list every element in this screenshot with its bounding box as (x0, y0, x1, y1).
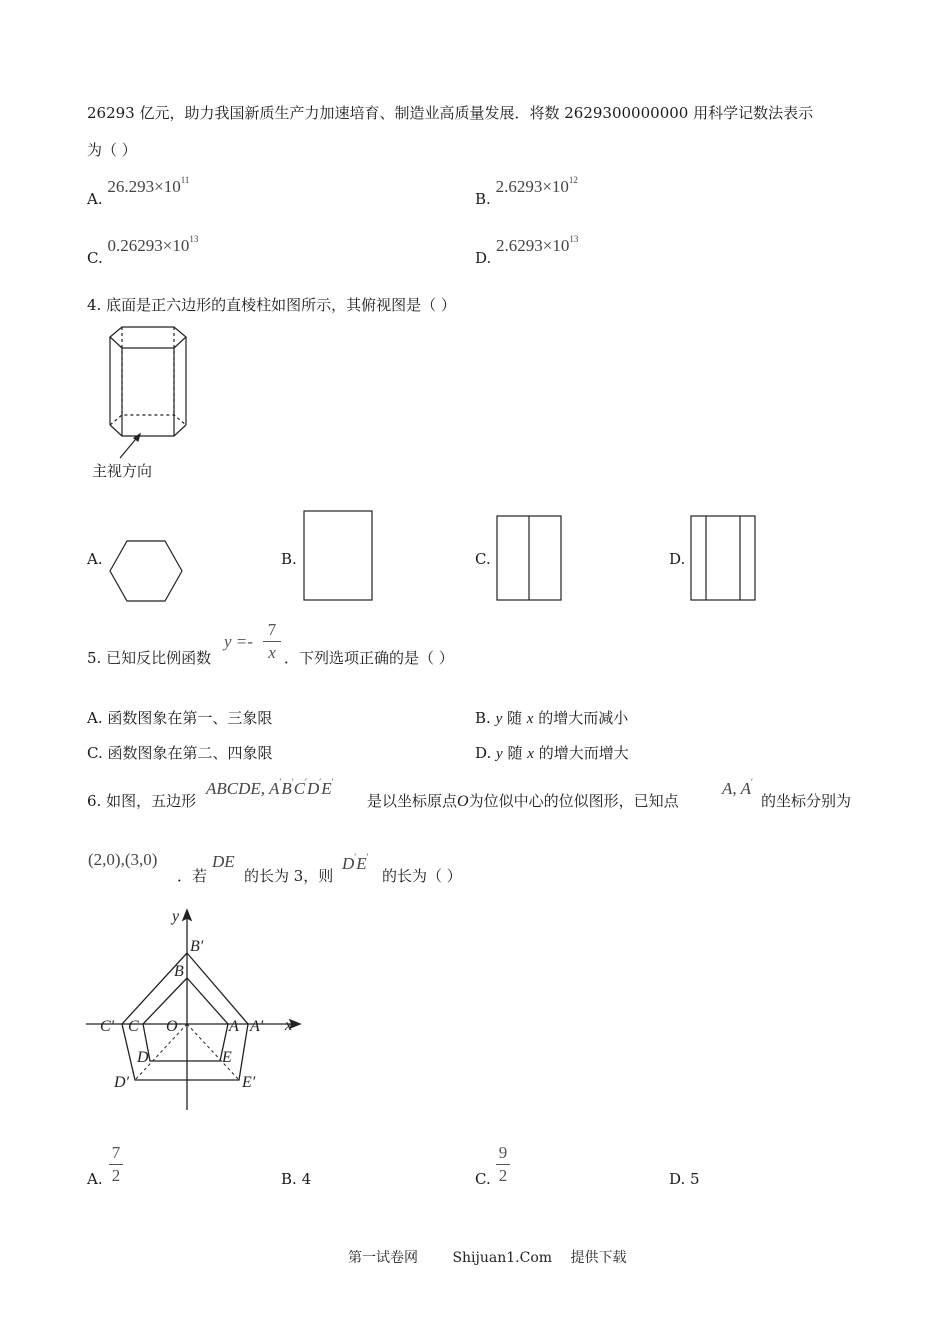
q6-stem-e: ．若 (177, 867, 208, 885)
rectangle-one-line-shape (496, 515, 566, 605)
y-axis-label: y (172, 908, 180, 925)
q3-option-c[interactable] (87, 234, 199, 267)
q5-option-b[interactable]: B. y 随 x 的增大而减小 (475, 709, 629, 727)
option-label: B. (281, 550, 297, 568)
option-label: C. (87, 249, 103, 267)
q4-option-a[interactable] (87, 540, 207, 605)
q6-segment-dpep: D′E′ (342, 852, 369, 873)
point-a-label: A (229, 1018, 239, 1035)
q6-stem-d: 的坐标分别为 (761, 792, 852, 810)
option-label: D. (669, 550, 686, 568)
q4-stem: 4. 底面是正六边形的直棱柱如图所示，其俯视图是（ ） (87, 296, 456, 314)
point-d-label: D (137, 1049, 149, 1066)
q5-function-fraction: 7 x (263, 620, 281, 663)
option-label: C. (475, 1170, 491, 1188)
option-value: $2.6293\times 10^{12}$ (495, 175, 578, 196)
option-label: D. (475, 249, 492, 267)
view-direction-caption: 主视方向 (92, 462, 153, 480)
option-fraction: 7 2 (109, 1143, 123, 1186)
q6-segment-de: DE (212, 852, 235, 871)
option-label: A. (87, 1170, 103, 1188)
q6-option-a[interactable] (87, 1140, 147, 1195)
x-axis-label: x (285, 1017, 293, 1034)
q3-option-b[interactable] (475, 175, 578, 208)
q5-stem: 5. 已知反比例函数 (87, 649, 212, 667)
q6-points-a: A, A′ (722, 777, 753, 798)
option-label: A. (87, 190, 103, 208)
footer-site-name: 第一试卷网 (348, 1250, 418, 1266)
point-b-label: B (174, 963, 184, 980)
option-fraction: 9 2 (496, 1143, 510, 1186)
q3-line2: 为（ ） (87, 141, 137, 159)
option-value: $0.26293\times 10^{13}$ (107, 234, 199, 255)
rectangle-shape (303, 510, 375, 605)
q5-stem-suffix: ．下列选项正确的是（ ） (284, 649, 454, 667)
hexagon-shape (107, 540, 187, 605)
option-label: B. (475, 190, 491, 208)
point-c-label: C (128, 1018, 139, 1035)
q6-coordinates: (2,0),(3,0) (88, 850, 158, 869)
footer-site-url[interactable]: Shijuan1.Com (452, 1250, 553, 1266)
q6-stem-f: 的长为 3，则 (244, 867, 334, 885)
q6-option-d[interactable]: D. 5 (669, 1170, 700, 1188)
q5-option-c[interactable]: C. 函数图象在第二、四象限 (87, 744, 273, 762)
option-label: A. (87, 550, 103, 568)
q6-stem-a: 6. 如图，五边形 (87, 792, 197, 810)
q6-pentagon-names: ABCDE, A′B′C′D′E′ (206, 777, 334, 798)
q5-option-d[interactable]: D. y 随 x 的增大而增大 (475, 744, 629, 762)
q4-option-b[interactable] (281, 510, 381, 605)
q3-option-d[interactable] (475, 234, 579, 267)
option-value: $2.6293\times 10^{13}$ (496, 234, 579, 255)
q6-option-c[interactable] (475, 1140, 535, 1195)
point-c-prime-label: C′ (100, 1018, 115, 1035)
pentagon-coordinate-figure (86, 906, 306, 1116)
point-a-prime-label: A′ (250, 1018, 264, 1035)
q6-stem-g: 的长为（ ） (382, 867, 462, 885)
point-e-prime-label: E′ (242, 1074, 256, 1091)
q6-stem-b: 是以坐标原点O为位似中心的位似图形，已知点 (367, 792, 679, 810)
page-footer (348, 1247, 627, 1267)
point-d-prime-label: D′ (114, 1074, 130, 1091)
rectangle-two-lines-shape (690, 515, 760, 605)
q4-option-d[interactable] (669, 515, 769, 605)
q3-line1: 26293 亿元，助力我国新质生产力加速培育、制造业高质量发展．将数 2629300000000 用科学记数法表示 (87, 104, 814, 122)
q3-option-a[interactable] (87, 175, 190, 208)
option-label: C. (475, 550, 491, 568)
q5-function-lhs: y =- (224, 632, 253, 651)
footer-download-text: 提供下载 (570, 1250, 627, 1266)
q4-option-c[interactable] (475, 515, 575, 605)
origin-label: O (166, 1018, 178, 1035)
option-value: $26.293\times 10^{11}$ (107, 175, 190, 196)
point-e-label: E (222, 1049, 232, 1066)
point-b-prime-label: B′ (190, 938, 204, 955)
q5-option-a[interactable]: A. 函数图象在第一、三象限 (87, 709, 273, 727)
q6-option-b[interactable]: B. 4 (281, 1170, 312, 1188)
